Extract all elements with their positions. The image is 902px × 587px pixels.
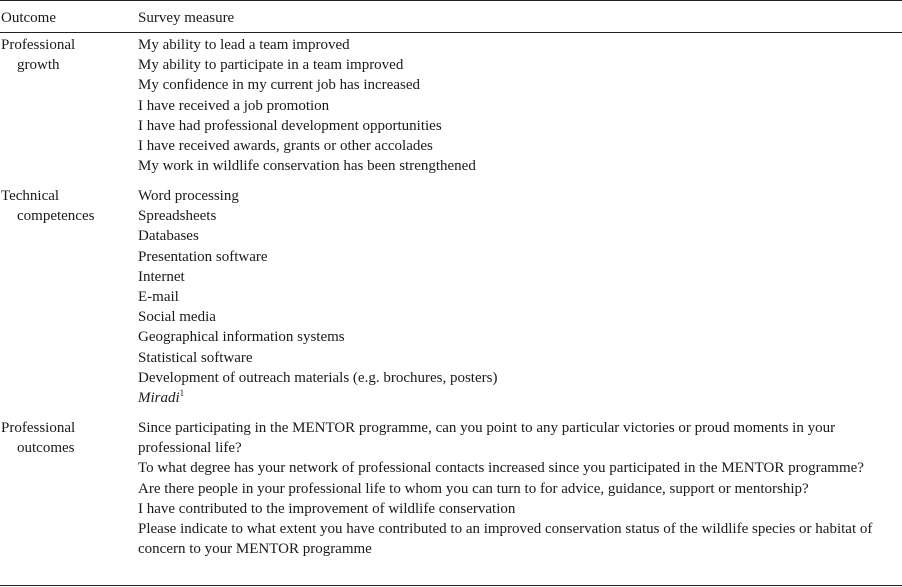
measure-item: Please indicate to what extent you have contributed to an improved conservation status of the wildlife species or habitat of concern to your MENTOR programme: [138, 521, 873, 558]
top-rule: [0, 0, 902, 1]
measure-item: Internet: [138, 268, 185, 285]
measure-item: I have received awards, grants or other accolades: [138, 138, 433, 155]
measure-item: E-mail: [138, 289, 179, 306]
measure-item: I have had professional development opportunities: [138, 117, 442, 134]
measure-item: My work in wildlife conservation has been strengthened: [138, 158, 476, 175]
measure-item: Databases: [138, 228, 199, 245]
measure-item: My confidence in my current job has increased: [138, 77, 420, 94]
measure-item: Presentation software: [138, 248, 268, 265]
measure-item: Word processing: [138, 188, 239, 204]
outcome-cell: [0, 418, 132, 458]
measure-item: Statistical software: [138, 349, 253, 366]
measure-item: My ability to participate in a team improved: [138, 57, 404, 74]
outcome-label-line1: Technical: [1, 188, 60, 204]
measure-item: Spreadsheets: [138, 208, 217, 225]
measure-item: I have contributed to the improvement of wildlife conservation: [138, 500, 516, 517]
outcome-cell: [0, 35, 132, 75]
measure-list: [138, 418, 902, 559]
header-survey-measure: Survey measure: [138, 10, 235, 26]
measure-item-miradi: [138, 388, 902, 408]
header-outcome: Outcome: [1, 10, 56, 26]
outcome-label-line1: Professional: [1, 420, 76, 436]
measure-item: My ability to lead a team improved: [138, 37, 350, 53]
measure-item: Geographical information systems: [138, 329, 345, 346]
measure-item: Since participating in the MENTOR programme, can you point to any particular victories or proud moments in your professional life?: [138, 420, 836, 457]
header-rule: [0, 32, 902, 33]
outcome-label-line2: growth: [17, 57, 60, 74]
measure-item: Are there people in your professional life to whom you can turn to for advice, guidance, support or mentorship?: [138, 480, 809, 497]
bottom-rule: [0, 585, 902, 586]
outcome-label-line1: Professional: [1, 37, 76, 53]
measure-list: [138, 186, 902, 408]
measure-item: Development of outreach materials (e.g. brochures, posters): [138, 369, 498, 386]
miradi-text: Miradi: [138, 390, 180, 407]
measure-item: To what degree has your network of professional contacts increased since you participated in the MENTOR programme?: [138, 460, 864, 477]
measure-item: I have received a job promotion: [138, 97, 330, 114]
footnote-marker: 1: [179, 388, 185, 399]
measure-item: Social media: [138, 309, 216, 326]
outcome-label-line2: competences: [17, 208, 95, 225]
measure-list: [138, 35, 902, 176]
outcome-cell: [0, 186, 132, 226]
outcome-label-line2: outcomes: [17, 440, 75, 457]
